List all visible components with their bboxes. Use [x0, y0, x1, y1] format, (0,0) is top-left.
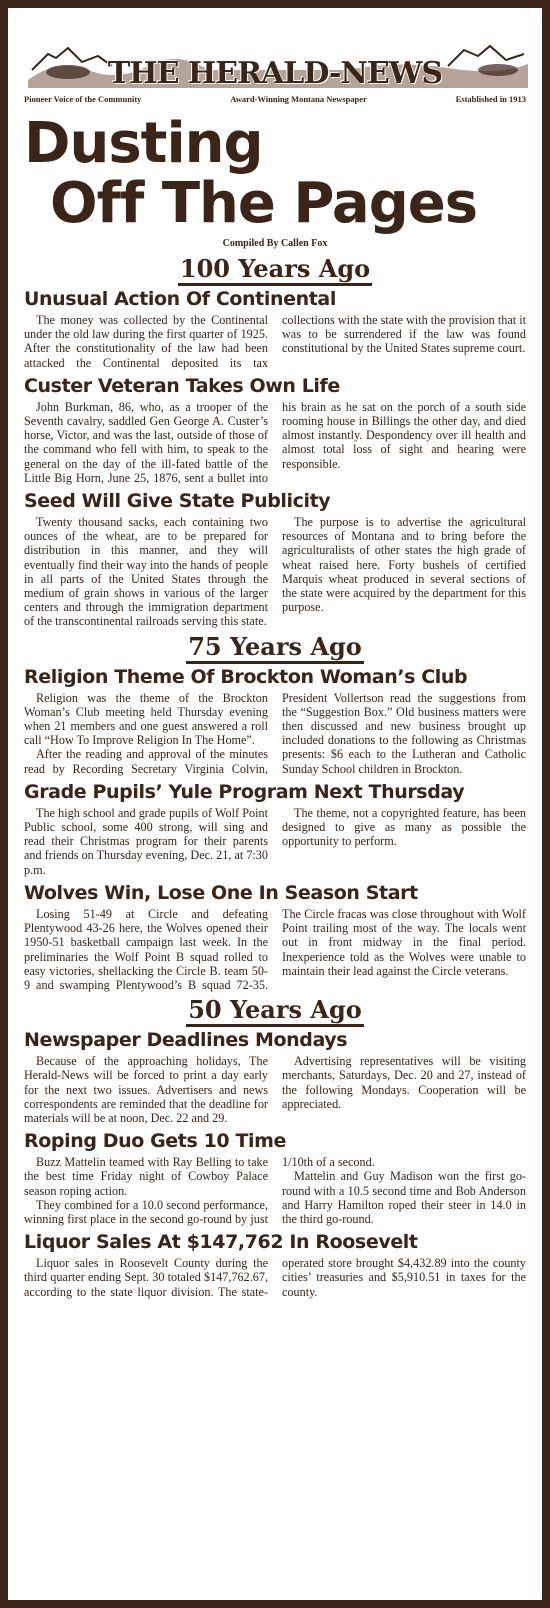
article-paragraph: After the reading and approval of the minutes read by Recording Secretary Virginia Colvin, President Vollertson read the suggestions from the “Suggestion Box.” Old business matters were then discussed and new business brought up included donations to the following as Christmas presents: $6 each to the Lutheran and Catholic Sunday School children in Brockton. — [24, 690, 526, 776]
article-paragraph: Buzz Mattelin teamed with Ray Belling to take the best time Friday night of Cowboy Palace season roping action. — [24, 1155, 268, 1198]
article-body — [24, 691, 526, 776]
era-section — [24, 996, 526, 1299]
article-paragraph: The theme, not a copyrighted feature, has been designed to give as many as possible the opportunity to perform. — [282, 805, 526, 849]
article-title: Roping Duo Gets 10 Time — [24, 1130, 287, 1153]
article-paragraph: Because of the approaching holidays, The Herald-News will be forced to print a day early for the next two issues. Advertisers and news correspondents are reminded that the deadline for materials will be at noon, Dec. 22 and 29. — [24, 1054, 268, 1125]
article-title: Liquor Sales At $147,762 In Roosevelt — [24, 1231, 418, 1254]
article-title: Wolves Win, Lose One In Season Start — [24, 881, 418, 904]
paper-name: THE HERALD-NEWS — [107, 56, 443, 91]
headline-line-1: Dusting — [24, 111, 263, 176]
article-body — [24, 806, 526, 877]
article-body — [24, 313, 526, 370]
newspaper-page — [8, 8, 542, 1600]
masthead-taglines — [24, 94, 526, 104]
article-body — [24, 1256, 526, 1299]
article-paragraph: John Burkman, 86, who, as a trooper of the Seventh cavalry, saddled Gen George A. Custer’s horse, Victor, and was the last, outside of those of the command who fell with him, to speak to the general on the day of the ill-fated battle of the Little Big Horn, June 25, 1876, sent a bullet into his brain as he sat on the porch of a south side rooming house in Billings the other day, and died almost instantly. Despondency over ill health and almost total loss of sight and hearing were responsible. — [24, 399, 526, 485]
article-paragraph: The money was collected by the Continental under the old law during the first quarter of 1925. After the constitutionality of the law had been attacked the Continental deposited its tax collections with the state with the provision that it was to be surrendered if the law was found constitutional by the United States supreme court. — [24, 313, 526, 370]
headline-line-2: Off The Pages — [50, 171, 478, 236]
article-paragraph: The high school and grade pupils of Wolf Point Public school, some 400 strong, will sing and read their Christmas program for their parents and friends on Thursday evening, Dec. 21, at 7:30 p.m. — [24, 805, 268, 877]
article-title: Unusual Action Of Continental — [24, 288, 336, 310]
era-heading-text: 50 Years Ago — [186, 995, 364, 1027]
masthead — [24, 50, 526, 108]
article-body — [24, 1155, 526, 1226]
byline: Compiled By Callen Fox — [222, 238, 328, 249]
article-paragraph: Twenty thousand sacks, each containing two ounces of the wheat, are to be prepared for distribution in this manner, and they will eventually find their way into the hands of people in all parts of the United States through the medium of grain shows in various of the larger centers and through the immigration department of the transcontinental railroads serving this state. — [24, 515, 268, 629]
article-paragraph: Advertising representatives will be visiting merchants, Saturdays, Dec. 20 and 27, instead of the following Mondays. Cooperation will be appreciated. — [282, 1054, 526, 1111]
tagline-right: Established in 1913 — [455, 94, 526, 104]
article-body — [24, 515, 526, 629]
era-heading — [24, 996, 526, 1024]
sections-container — [24, 255, 526, 1299]
article-paragraph: They combined for a 10.0 second performance, winning first place in the second go-round by just 1/10th of a second. — [24, 1155, 375, 1226]
tagline-center: Award-Winning Montana Newspaper — [230, 94, 367, 104]
era-heading-text: 100 Years Ago — [178, 254, 372, 286]
article-body — [24, 907, 526, 992]
article-title: Newspaper Deadlines Mondays — [24, 1029, 348, 1052]
era-section — [24, 255, 526, 629]
article-paragraph: The purpose is to advertise the agricultural resources of Montana and to bring before the agriculturalists of other states the high grade of wheat raised here. Forty bushels of certified Marquis wheat produced in several sections of the state were acquired by the department for this purpose. — [282, 515, 526, 615]
article-paragraph: Liquor sales in Roosevelt County during the third quarter ending Sept. 30 totaled $147,762.67, according to the state liquor division. The state-operated store brought $4,432.89 into the county cities’ treasuries and $5,910.51 in taxes for the county. — [24, 1256, 526, 1299]
era-section — [24, 633, 526, 992]
article-body — [24, 1054, 526, 1125]
era-heading — [24, 633, 526, 661]
article-body — [24, 400, 526, 485]
article-paragraph: Losing 51-49 at Circle and defeating Plentywood 43-26 here, the Wolves opened their 1950-51 basketball campaign last week. In the preliminaries the Wolf Point B squad rolled to easy victories, shellacking the Circle B. team 50-9 and swamping Plentywood’s B squad 72-35. The Circle fracas was close throughout with Wolf Point trailing most of the way. The locals went out in front midway in the final period. Inexperience told as the Wolves were unable to maintain their lead against the Circle veterans. — [24, 906, 526, 992]
article-title: Custer Veteran Takes Own Life — [24, 374, 340, 397]
article-title: Grade Pupils’ Yule Program Next Thursday — [24, 780, 465, 803]
article-title: Religion Theme Of Brockton Woman’s Club — [24, 665, 468, 688]
article-paragraph: Religion was the theme of the Brockton Woman’s Club meeting held Thursday evening when 21 members and one guest answered a roll call “How To Improve Religion In The Home”. — [24, 690, 268, 748]
article-title: Seed Will Give State Publicity — [24, 490, 331, 513]
era-heading — [24, 255, 526, 283]
era-heading-text: 75 Years Ago — [186, 632, 364, 664]
tagline-left: Pioneer Voice of the Community — [24, 94, 142, 104]
article-paragraph: Mattelin and Guy Madison won the first go-round with a 10.5 second time and Bob Anderson and Harry Hamilton roped their steer in 14.0 in the third go-round. — [282, 1169, 526, 1226]
